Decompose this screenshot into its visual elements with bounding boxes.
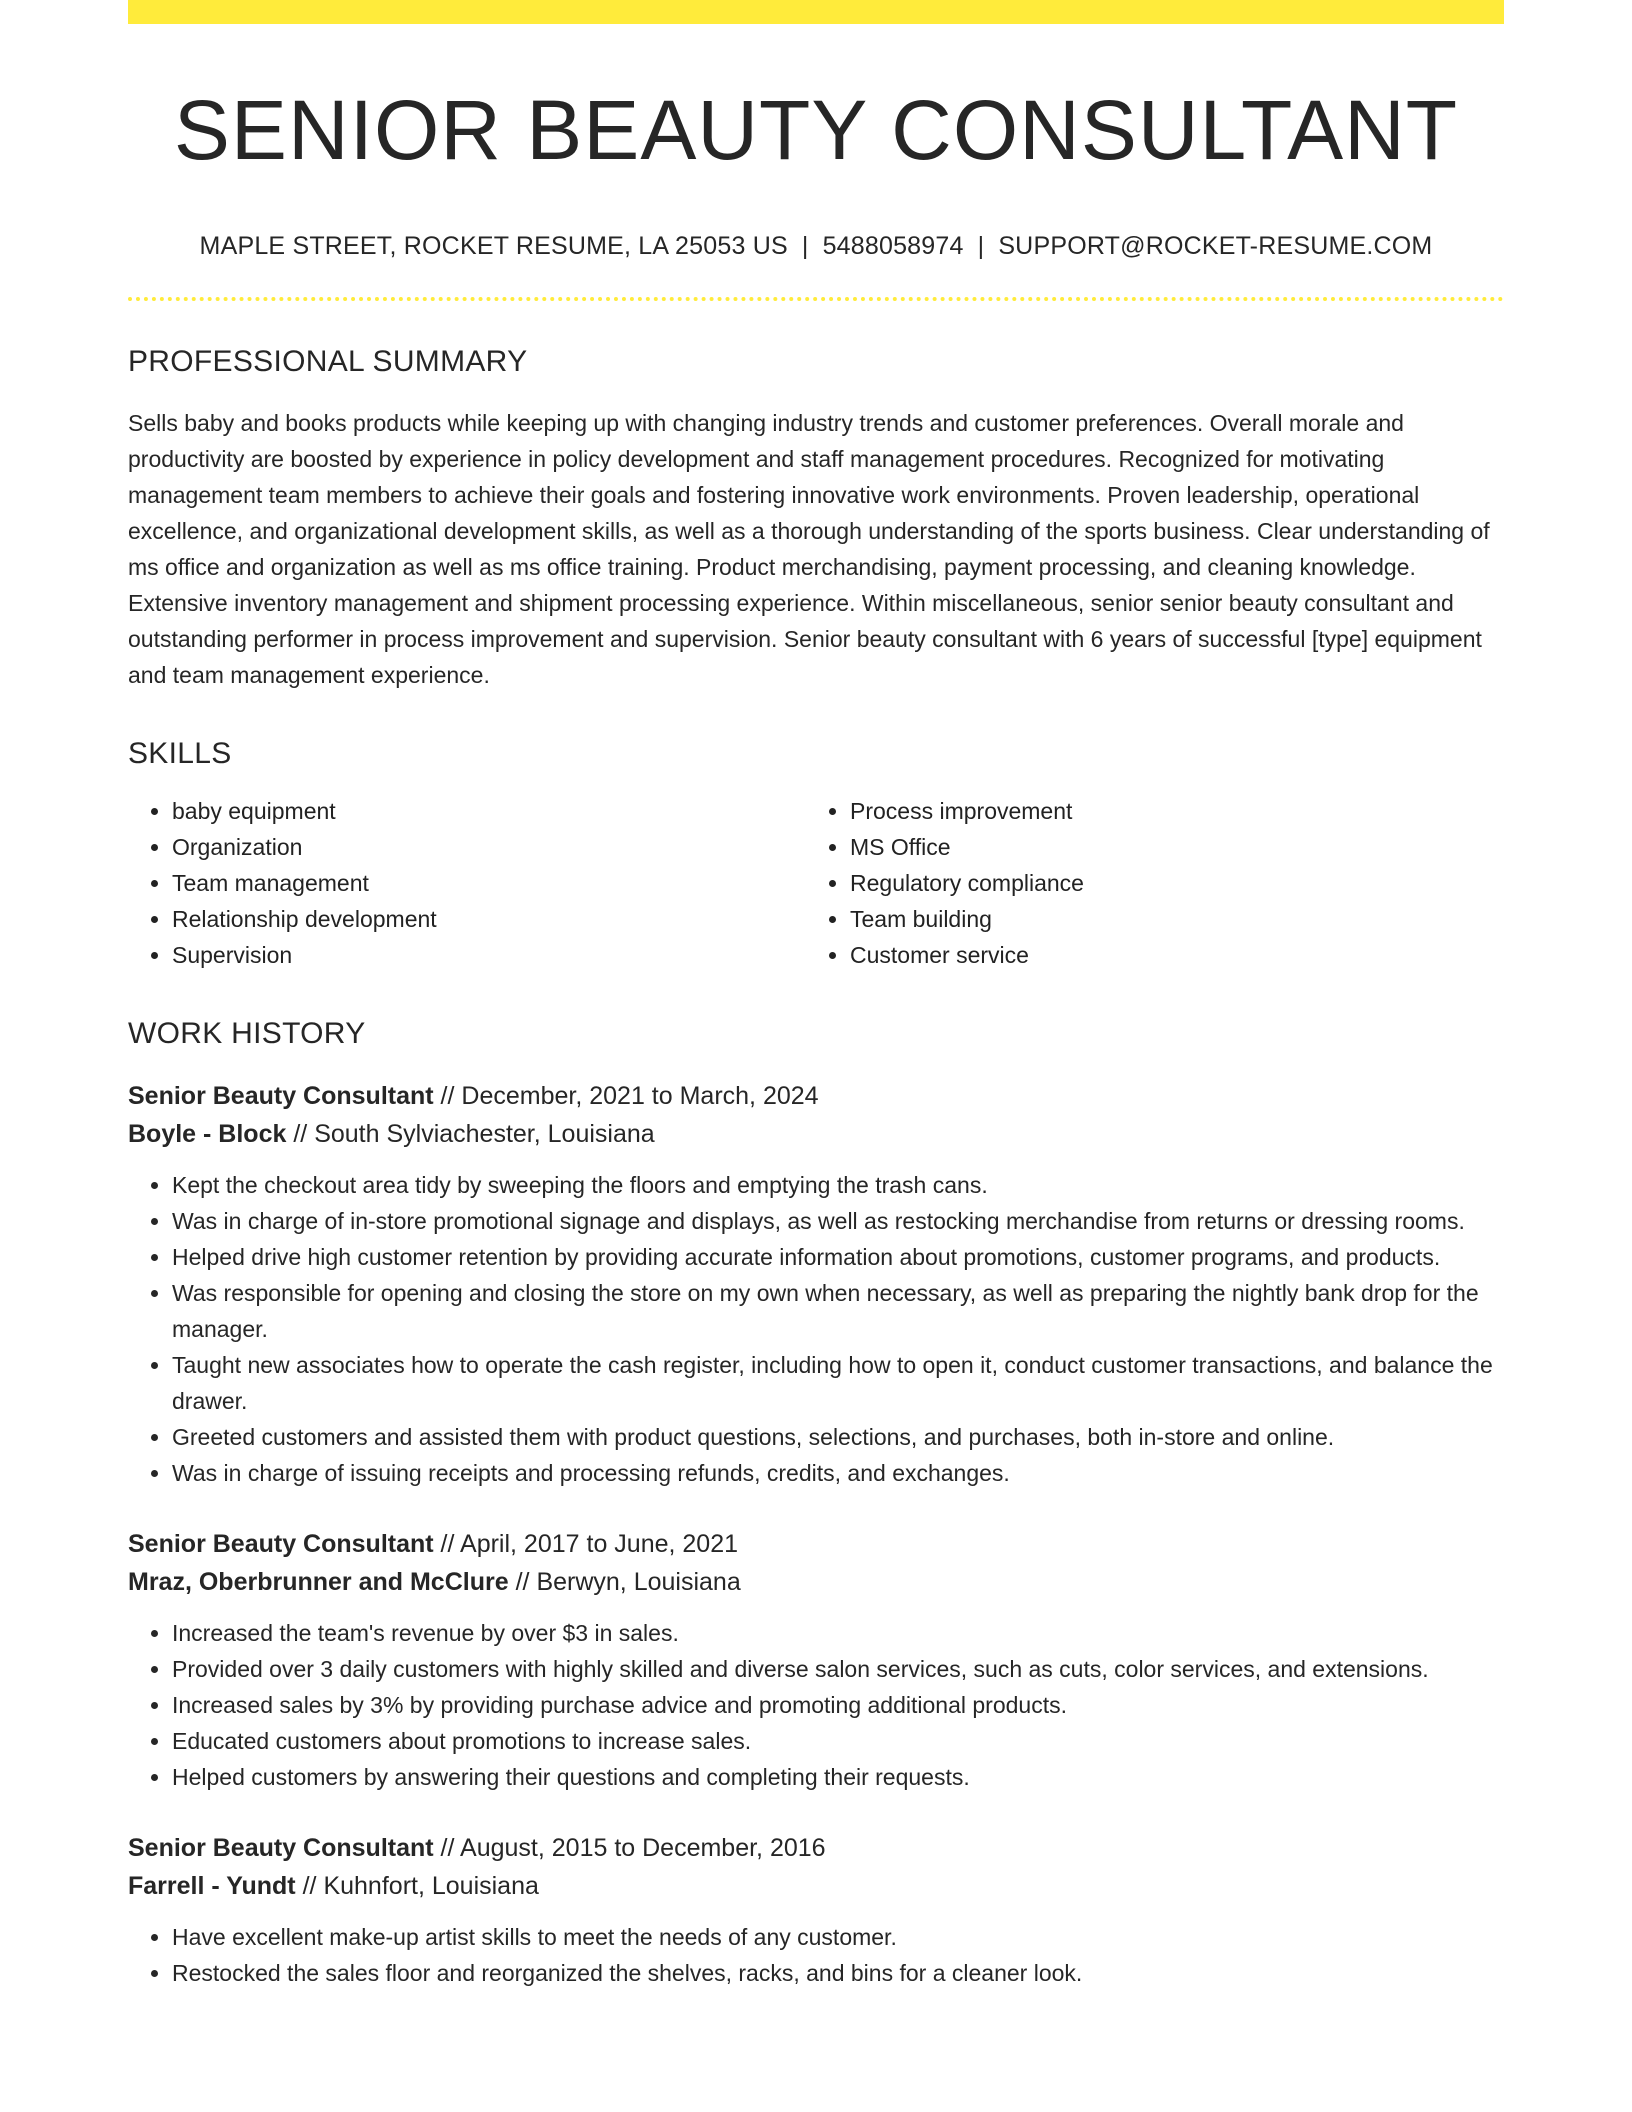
contact-line <box>128 232 1504 261</box>
job-bullets <box>128 1615 1504 1795</box>
skills-column-left <box>128 793 806 973</box>
job-company: Mraz, Oberbrunner and McClure <box>128 1568 509 1597</box>
job-location: Kuhnfort, Louisiana <box>323 1872 539 1901</box>
dotted-divider <box>128 297 1504 301</box>
skill-item: • Process improvement <box>850 793 1484 829</box>
resume-page <box>128 0 1504 1991</box>
job-role: Senior Beauty Consultant <box>128 1082 434 1111</box>
job-bullet: • Was in charge of in-store promotional signage and displays, as well as restocking merchandise from returns or dressing rooms. <box>172 1203 1504 1239</box>
contact-separator: | <box>977 232 985 261</box>
job-dates: August, 2015 to December, 2016 <box>460 1834 826 1863</box>
job-title-line <box>128 1829 1504 1867</box>
job-bullet: • Was in charge of issuing receipts and processing refunds, credits, and exchanges. <box>172 1455 1504 1491</box>
job-divider: // <box>302 1872 317 1901</box>
job-bullet: • Greeted customers and assisted them with product questions, selections, and purchases, both in-store and online. <box>172 1419 1504 1455</box>
contact-phone: 5488058974 <box>822 232 964 261</box>
job-entry <box>128 1077 1504 1491</box>
job-title-line <box>128 1077 1504 1115</box>
contact-address: MAPLE STREET, ROCKET RESUME, LA 25053 US <box>199 232 788 261</box>
job-title-line <box>128 1525 1504 1563</box>
work-history-heading: WORK HISTORY <box>128 1017 366 1051</box>
skill-item: • Customer service <box>850 937 1484 973</box>
skill-item: • Relationship development <box>172 901 806 937</box>
skill-item: • baby equipment <box>172 793 806 829</box>
skill-item: • Team building <box>850 901 1484 937</box>
job-bullet: • Increased the team's revenue by over $3 in sales. <box>172 1615 1504 1651</box>
job-company: Farrell - Yundt <box>128 1872 296 1901</box>
job-bullets <box>128 1167 1504 1491</box>
job-dates: December, 2021 to March, 2024 <box>461 1082 819 1111</box>
job-entry <box>128 1829 1504 1991</box>
job-bullet: • Taught new associates how to operate the cash register, including how to open it, conduct customer transactions, and balance the drawer. <box>172 1347 1504 1419</box>
skills-heading: SKILLS <box>128 737 232 771</box>
skill-item: • Organization <box>172 829 806 865</box>
job-entry <box>128 1525 1504 1795</box>
job-divider: // <box>440 1834 455 1863</box>
skills-list <box>128 793 1504 973</box>
job-role: Senior Beauty Consultant <box>128 1834 434 1863</box>
job-role: Senior Beauty Consultant <box>128 1530 434 1559</box>
job-bullet: • Restocked the sales floor and reorganized the shelves, racks, and bins for a cleaner look. <box>172 1955 1504 1991</box>
job-bullet: • Provided over 3 daily customers with highly skilled and diverse salon services, such as cuts, color services, and extensions. <box>172 1651 1504 1687</box>
job-bullet: • Have excellent make-up artist skills to meet the needs of any customer. <box>172 1919 1504 1955</box>
skill-item: • Regulatory compliance <box>850 865 1484 901</box>
job-location: Berwyn, Louisiana <box>536 1568 741 1597</box>
contact-separator: | <box>801 232 809 261</box>
job-company-line <box>128 1867 1504 1905</box>
skill-item: • Supervision <box>172 937 806 973</box>
job-bullet: • Helped customers by answering their questions and completing their requests. <box>172 1759 1504 1795</box>
job-bullet: • Educated customers about promotions to increase sales. <box>172 1723 1504 1759</box>
skill-item: • MS Office <box>850 829 1484 865</box>
job-company: Boyle - Block <box>128 1120 287 1149</box>
skill-item: • Team management <box>172 865 806 901</box>
job-bullets <box>128 1919 1504 1991</box>
job-bullet: • Was responsible for opening and closing the store on my own when necessary, as well as preparing the nightly bank drop for the manager. <box>172 1275 1504 1347</box>
job-divider: // <box>515 1568 530 1597</box>
job-company-line <box>128 1563 1504 1601</box>
contact-email: SUPPORT@ROCKET-RESUME.COM <box>998 232 1433 261</box>
job-bullet: • Helped drive high customer retention by providing accurate information about promotions, customer programs, and products. <box>172 1239 1504 1275</box>
job-dates: April, 2017 to June, 2021 <box>460 1530 739 1559</box>
job-divider: // <box>440 1082 455 1111</box>
resume-name: SENIOR BEAUTY CONSULTANT <box>173 83 1459 177</box>
skills-column-right <box>806 793 1484 973</box>
job-bullet: • Increased sales by 3% by providing purchase advice and promoting additional products. <box>172 1687 1504 1723</box>
summary-text: Sells baby and books products while keeping up with changing industry trends and customer preferences. Overall morale and productivity are boosted by experience in policy development and staff management procedures. Recognized for motivating management team members to achieve their goals and fostering innovative work environments. Proven leadership, operational excellence, and organizational development skills, as well as a thorough understanding of the sports business. Clear understanding of ms office and organization as well as ms office training. Product merchandising, payment processing, and cleaning knowledge. Extensive inventory management and shipment processing experience. Within miscellaneous, senior senior beauty consultant and outstanding performer in process improvement and supervision. Senior beauty consultant with 6 years of successful [type] equipment and team management experience. <box>128 410 1490 689</box>
summary-heading: PROFESSIONAL SUMMARY <box>128 345 528 379</box>
job-company-line <box>128 1115 1504 1153</box>
job-divider: // <box>440 1530 455 1559</box>
accent-bar <box>128 0 1504 24</box>
job-divider: // <box>293 1120 308 1149</box>
job-location: South Sylviachester, Louisiana <box>314 1120 655 1149</box>
job-bullet: • Kept the checkout area tidy by sweeping the floors and emptying the trash cans. <box>172 1167 1504 1203</box>
